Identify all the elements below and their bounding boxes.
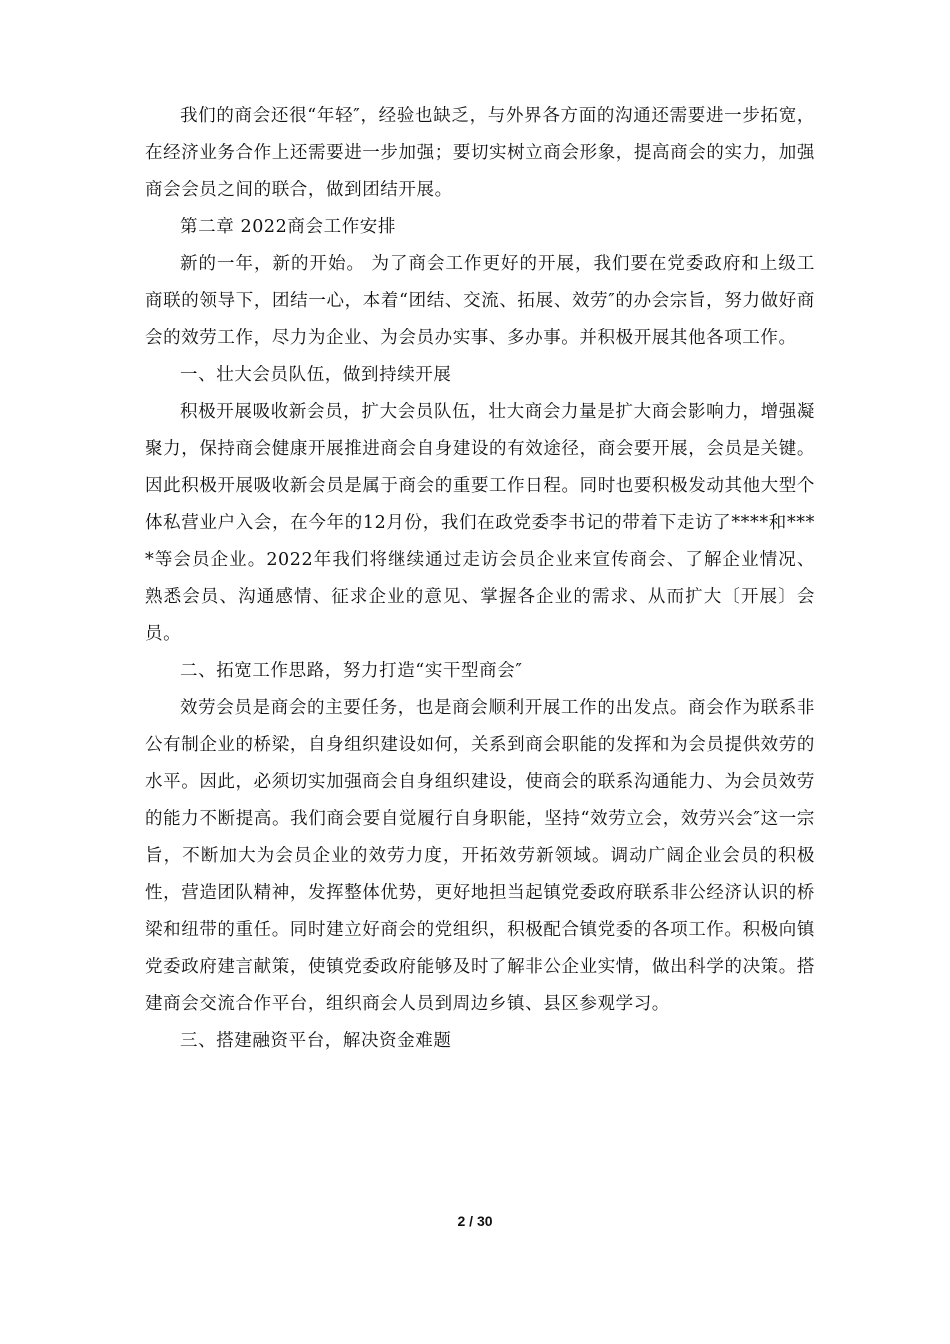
paragraph: 效劳会员是商会的主要任务，也是商会顺利开展工作的出发点。商会作为联系非公有制企业的桥梁，自身组织建设如何，关系到商会职能的发挥和为会员提供效劳的水平。因此，必须切实加强商会自身组织建设，使商会的联系沟通能力、为会员效劳的能力不断提高。我们商会要自觉履行自身职能，坚持“效劳立会，效劳兴会″这一宗旨，不断加大为会员企业的效劳力度，开拓效劳新领域。调动广阔企业会员的积极性，营造团队精神，发挥整体优势，更好地担当起镇党委政府联系非公经济认识的桥梁和纽带的重任。同时建立好商会的党组织，积极配合镇党委的各项工作。积极向镇党委政府建言献策，使镇党委政府能够及时了解非公企业实情，做出科学的决策。搭建商会交流合作平台，组织商会人员到周边乡镇、县区参观学习。	[145, 698, 815, 1014]
paragraph: 积极开展吸收新会员，扩大会员队伍，壮大商会力量是扩大商会影响力，增强凝聚力，保持商会健康开展推进商会自身建设的有效途径，商会要开展，会员是关键。因此积极开展吸收新会员是属于商会的重要工作日程。同时也要积极发动其他大型个体私营业户入会，在今年的12月份，我们在政党委李书记的带着下走访了****和****等会员企业。2022年我们将继续通过走访会员企业来宣传商会、了解企业情况、熟悉会员、沟通感情、征求企业的意见、掌握各企业的需求、从而扩大〔开展〕会员。	[145, 402, 815, 644]
chapter-heading: 第二章 2022商会工作安排	[180, 217, 396, 237]
section-heading: 三、搭建融资平台，解决资金难题	[180, 1031, 452, 1051]
document-body	[145, 98, 815, 1060]
paragraph: 我们的商会还很“年轻″，经验也缺乏，与外界各方面的沟通还需要进一步拓宽，在经济业务合作上还需要进一步加强；要切实树立商会形象，提高商会的实力，加强商会会员之间的联合，做到团结开展。	[145, 106, 815, 200]
section-heading: 二、拓宽工作思路，努力打造“实干型商会″	[180, 661, 523, 681]
paragraph: 新的一年，新的开始。 为了商会工作更好的开展，我们要在党委政府和上级工商联的领导下，团结一心，本着“团结、交流、拓展、效劳″的办会宗旨，努力做好商会的效劳工作，尽力为企业、为会员办实事、多办事。并积极开展其他各项工作。	[145, 254, 815, 348]
page-number: 2 / 30	[457, 1213, 493, 1229]
section-heading: 一、壮大会员队伍，做到持续开展	[180, 365, 452, 385]
